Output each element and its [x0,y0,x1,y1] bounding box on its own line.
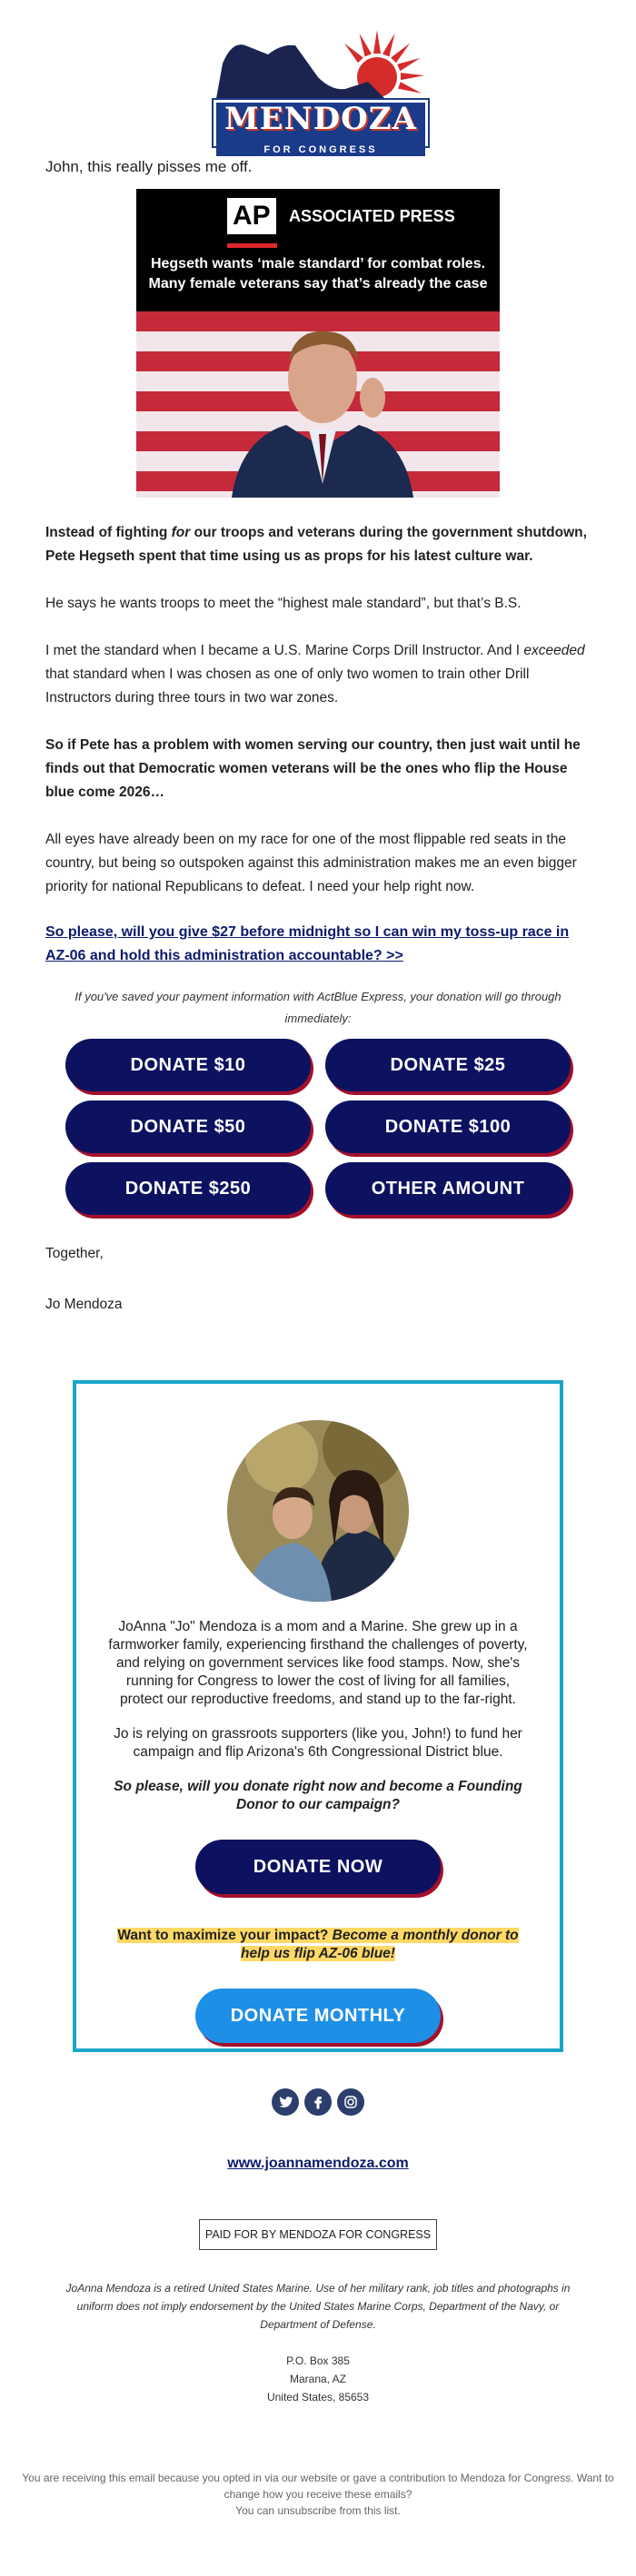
signature-name: Jo Mendoza [45,1297,123,1312]
mailing-address [45,2352,591,2406]
paragraph-4: So if Pete has a problem with women serving our country, then just wait until he finds out that Democratic women veterans will be the ones who flip the House blue come 2026… [45,737,581,800]
twitter-icon[interactable] [272,2088,299,2116]
paragraph-5: All eyes have already been on my race for one of the most flippable red seats in the country, but being so outspoken against this administration makes me an even bigger priority for national Republicans to defeat. I need your help right now. [45,832,577,894]
website-link[interactable]: www.joannamendoza.com [227,2156,409,2171]
paragraph-3: I met the standard when I became a U.S. Marine Corps Drill Instructor. And I exceeded that standard when I was chosen as one of only two women to train other Drill Instructors during three tours in two war zones. [45,643,585,706]
red-accent-bar [227,243,277,248]
candidate-portrait [227,1420,409,1602]
ap-name: ASSOCIATED PRESS [289,207,455,225]
email-body [22,27,614,2519]
donate-now-button[interactable]: DONATE NOW [195,1840,441,1894]
paragraph-1: Instead of fighting for our troops and veterans during the government shutdown, Pete Hegseth spent that time using us as props for his latest culture war. [45,525,587,564]
address-line-2: Marana, AZ [289,2373,347,2385]
social-links [45,2088,591,2116]
address-line-3: United States, 85653 [266,2391,370,2403]
news-headline: Hegseth wants ‘male standard’ for combat roles. Many female veterans say that’s already the case [148,256,488,291]
unsubscribe-text[interactable]: You can unsubscribe from this list. [235,2504,401,2517]
paid-for-box: PAID FOR BY MENDOZA FOR CONGRESS [199,2219,437,2250]
donate-button-grid [45,1039,591,1215]
donate-monthly-button[interactable]: DONATE MONTHLY [195,1989,441,2043]
bio-box [73,1380,563,2052]
actblue-express-note: If you've saved your payment information with ActBlue Express, your donation will go through immediately: [75,990,561,1025]
opt-in-notice: You are receiving this email because you opted in via our website or gave a contribution to Mendoza for Congress. Want to change how you receive these emails? [22,2472,614,2501]
logo-tagline: FOR CONGRESS [216,143,425,156]
ask-link[interactable]: So please, will you give $27 before midnight so I can win my toss-up race in AZ-06 and hold this administration accountable? >> [45,924,570,963]
donate-10-button[interactable]: DONATE $10 [65,1039,311,1091]
news-image[interactable] [136,189,500,498]
closing: Together, [45,1246,104,1261]
military-disclaimer: JoAnna Mendoza is a retired United States Marine. Use of her military rank, job titles and photographs in uniform does not imply endorsement by the United States Marine Corps, Department of the Navy, or Department of Defense. [65,2282,571,2331]
facebook-icon[interactable] [304,2088,332,2116]
email-footer [9,2470,627,2519]
greeting: John, this really pisses me off. [45,158,253,175]
bio-text-1: JoAnna "Jo" Mendoza is a mom and a Marine. She grew up in a farmworker family, experiencing firsthand the challenges of poverty, and relying on government services like food stamps. Now, she's running for Congress to lower the cost of living for all families, protect our reproductive freedoms, and stand up to the far-right. [108,1619,528,1707]
instagram-icon[interactable] [337,2088,364,2116]
campaign-logo [182,27,454,154]
ask-paragraph [45,921,591,968]
donate-50-button[interactable]: DONATE $50 [65,1100,311,1153]
bio-text-2: Jo is relying on grassroots supporters (like you, John!) to fund her campaign and flip Arizona's 6th Congressional District blue. [114,1726,522,1760]
donate-100-button[interactable]: DONATE $100 [325,1100,571,1153]
address-line-1: P.O. Box 385 [286,2354,350,2367]
logo-wordmark [214,100,428,155]
bio-ask: So please, will you donate right now and become a Founding Donor to our campaign? [114,1779,522,1812]
paragraph-2: He says he wants troops to meet the “highest male standard”, but that’s B.S. [45,596,522,611]
ap-logo: AP [227,198,276,234]
speaker-photo [136,311,500,498]
donate-25-button[interactable]: DONATE $25 [325,1039,571,1091]
speaker-figure [223,311,422,498]
logo-name: MENDOZA [224,101,417,137]
website-line [45,2156,591,2172]
donate-250-button[interactable]: DONATE $250 [65,1162,311,1215]
monthly-prompt: Want to maximize your impact? Become a monthly donor to help us flip AZ-06 blue! [117,1928,519,1961]
donate-other-button[interactable]: OTHER AMOUNT [325,1162,571,1215]
